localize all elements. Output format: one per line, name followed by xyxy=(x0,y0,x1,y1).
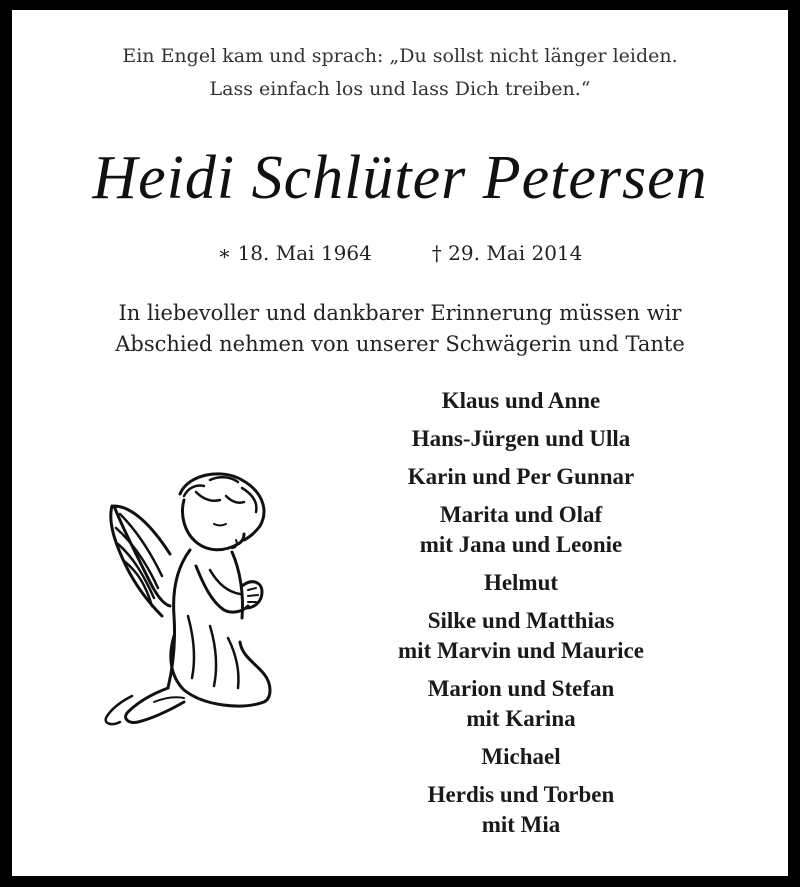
mourner-entry xyxy=(348,568,694,598)
mourner-entry xyxy=(348,674,694,734)
mourner-line: mit Karina xyxy=(466,706,576,731)
mourner-line: Marion und Stefan xyxy=(427,676,615,701)
mourner-entry xyxy=(348,462,694,492)
death-date: † 29. Mai 2014 xyxy=(431,241,583,265)
mourner-line: Helmut xyxy=(483,570,559,595)
mourner-entry xyxy=(348,386,694,416)
opening-quote xyxy=(12,40,788,106)
quote-line: Lass einfach los und lass Dich treiben.“ xyxy=(209,78,591,100)
mourner-line: Silke und Matthias xyxy=(427,608,615,633)
mourner-line: mit Mia xyxy=(481,812,561,837)
mourner-line: mit Jana und Leonie xyxy=(419,532,623,557)
quote-line: Ein Engel kam und sprach: „Du sollst nicht länger leiden. xyxy=(122,45,678,67)
birth-date: ∗ 18. Mai 1964 xyxy=(217,241,372,265)
life-dates xyxy=(12,238,788,268)
mourner-entry xyxy=(348,780,694,840)
remembrance-line: Abschied nehmen von unserer Schwägerin und Tante xyxy=(115,332,685,356)
deceased-name: Heidi Schlüter Petersen xyxy=(92,144,708,212)
mourner-entry xyxy=(348,424,694,454)
mourner-line: Michael xyxy=(481,744,561,769)
remembrance-line: In liebevoller und dankbarer Erinnerung müssen wir xyxy=(118,301,682,325)
mourner-entry xyxy=(348,742,694,772)
remembrance-text xyxy=(12,298,788,360)
mourners-list xyxy=(348,386,694,848)
mourner-entry xyxy=(348,500,694,560)
mourner-line: Hans-Jürgen und Ulla xyxy=(411,426,631,451)
mourner-line: Karin und Per Gunnar xyxy=(407,464,635,489)
mourner-entry xyxy=(348,606,694,666)
mourner-line: Herdis und Torben xyxy=(427,782,615,807)
mourner-line: Marita und Olaf xyxy=(439,502,603,527)
praying-angel-icon xyxy=(92,466,272,736)
mourner-line: Klaus und Anne xyxy=(441,388,601,413)
mourner-line: mit Marvin und Maurice xyxy=(398,638,644,663)
obituary-card xyxy=(12,10,788,876)
